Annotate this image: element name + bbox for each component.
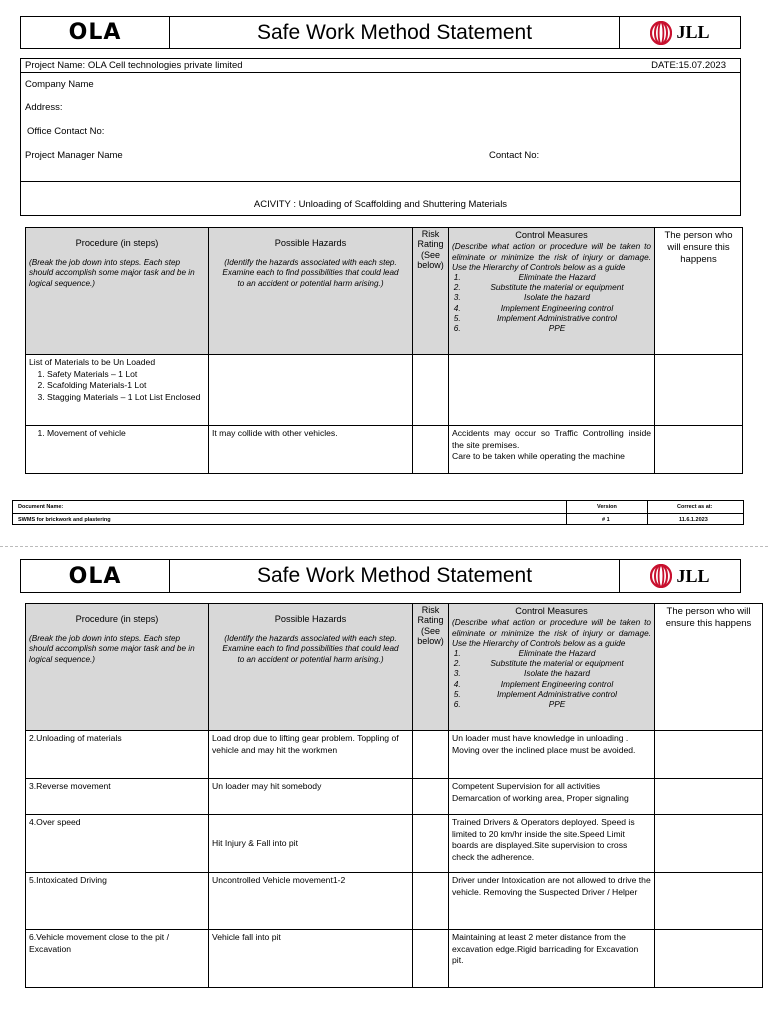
materials-cell: List of Materials to be Un Loaded 1. Safety Materials – 1 Lot 2. Scafolding Materials-1 Lot 3. Stagging Materials – 1 Lot List Enclosed xyxy=(26,355,209,426)
jll-logo xyxy=(619,560,740,592)
control-cell: Maintaining at least 2 meter distance from the excavation edge.Rigid barricading for Excavation pit. xyxy=(449,930,655,988)
control-cell: Driver under Intoxication are not allowed to drive the vehicle. Removing the Suspected Driver / Helper xyxy=(449,873,655,930)
activity-label: ACIVITY : Unloading of Scaffolding and Shuttering Materials xyxy=(253,199,508,210)
step-cell: 4.Over speed xyxy=(26,815,209,873)
version-label: Version xyxy=(597,504,617,510)
doc-name-value: SWMS for brickwork and plastering xyxy=(18,517,111,523)
ola-logo: OLA xyxy=(21,560,170,592)
person-header: The person who will ensure this happens xyxy=(655,604,763,731)
risk-header: Risk Rating (See below) xyxy=(413,228,449,355)
risk-header: Risk Rating (See below) xyxy=(413,604,449,731)
document-title: Safe Work Method Statement xyxy=(256,564,533,587)
table-header-row xyxy=(26,604,763,731)
swms-table-page2 xyxy=(25,603,763,988)
document-title: Safe Work Method Statement xyxy=(256,20,533,44)
control-cell: Accidents may occur so Traffic Controlling inside the site premises. Care to be taken while operating the machine xyxy=(449,426,655,474)
jll-logo-text: JLL xyxy=(676,22,710,42)
table-row xyxy=(26,930,763,988)
correct-as-at-value: 11.6.1.2023 xyxy=(679,517,708,523)
control-cell: Un loader must have knowledge in unloading . Moving over the inclined place must be avoided. xyxy=(449,731,655,779)
project-date: DATE:15.07.2023 xyxy=(651,60,726,71)
control-header: Control Measures (Describe what action or procedure will be taken to eliminate or minimize the risk of injury or damage. Use the Hierarchy of Controls below as a guide 1. Eliminate the Hazard 2. Substitute the material or equipment 3. Isolate the hazard 4. Implement Engineering control 5. Implement Administrative control 6. PPE xyxy=(449,604,655,731)
step-cell: 2.Unloading of materials xyxy=(26,731,209,779)
step-cell: 6.Vehicle movement close to the pit / Excavation xyxy=(26,930,209,988)
control-header: Control Measures (Describe what action or procedure will be taken to eliminate or minimize the risk of injury or damage. Use the Hierarchy of Controls below as a guide 1. Eliminate the Hazard 2. Substitute the material or equipment 3. Isolate the hazard 4. Implement Engineering control 5. Implement Administrative control 6. PPE xyxy=(449,228,655,355)
procedure-header: Procedure (in steps) (Break the job down into steps. Each step should accomplish some major task and be in logical sequence.) xyxy=(26,604,209,731)
page1-header xyxy=(20,16,741,49)
hazard-cell: Un loader may hit somebody xyxy=(209,779,413,815)
control-cell: Trained Drivers & Operators deployed. Speed is limited to 20 km/hr inside the site.Speed Limit boards are displayed.Site supervision to cross check the adherence. xyxy=(449,815,655,873)
project-manager-label: Project Manager Name xyxy=(25,150,123,161)
control-cell: Competent Supervision for all activities Demarcation of working area, Proper signaling xyxy=(449,779,655,815)
address-label: Address: xyxy=(25,102,63,113)
contact-no-label: Contact No: xyxy=(489,150,540,161)
table-row xyxy=(26,873,763,930)
jll-logo xyxy=(619,17,740,48)
page-break xyxy=(0,546,768,547)
page2-header xyxy=(20,559,741,593)
jll-logo-text: JLL xyxy=(676,565,710,586)
step-cell: 1. Movement of vehicle xyxy=(26,426,209,474)
company-name-label: Company Name xyxy=(25,79,94,90)
hazard-cell: Load drop due to lifting gear problem. Toppling of vehicle and may hit the workmen xyxy=(209,731,413,779)
table-row xyxy=(26,779,763,815)
project-info xyxy=(20,58,741,216)
swms-table-page1 xyxy=(25,227,743,474)
step-cell: 3.Reverse movement xyxy=(26,779,209,815)
hazard-cell: Vehicle fall into pit xyxy=(209,930,413,988)
table-header-row xyxy=(26,228,743,355)
hazards-header: Possible Hazards (Identify the hazards associated with each step. Examine each to find possibilities that could lead to an accident or potential harm arising.) xyxy=(209,604,413,731)
ola-logo: OLA xyxy=(21,17,170,48)
table-row xyxy=(26,355,743,426)
person-header: The person who will ensure this happens xyxy=(655,228,743,355)
jll-mark-icon xyxy=(650,21,672,45)
step-cell: 5.Intoxicated Driving xyxy=(26,873,209,930)
project-name: Project Name: OLA Cell technologies private limited xyxy=(25,60,243,71)
document-footer xyxy=(12,500,744,525)
hazard-cell: It may collide with other vehicles. xyxy=(209,426,413,474)
table-row xyxy=(26,426,743,474)
version-value: # 1 xyxy=(602,517,610,523)
jll-mark-icon xyxy=(650,564,672,588)
office-contact-label: Office Contact No: xyxy=(27,126,105,137)
table-row xyxy=(26,815,763,873)
procedure-header: Procedure (in steps) (Break the job down into steps. Each step should accomplish some major task and be in logical sequence.) xyxy=(26,228,209,355)
table-row xyxy=(26,731,763,779)
hazard-cell: Hit Injury & Fall into pit xyxy=(209,815,413,873)
correct-as-at-label: Correct as at: xyxy=(677,504,713,510)
hazard-cell: Uncontrolled Vehicle movement1-2 xyxy=(209,873,413,930)
doc-name-label: Document Name: xyxy=(18,504,64,510)
hazards-header: Possible Hazards (Identify the hazards associated with each step. Examine each to find possibilities that could lead to an accident or potential harm arising.) xyxy=(209,228,413,355)
